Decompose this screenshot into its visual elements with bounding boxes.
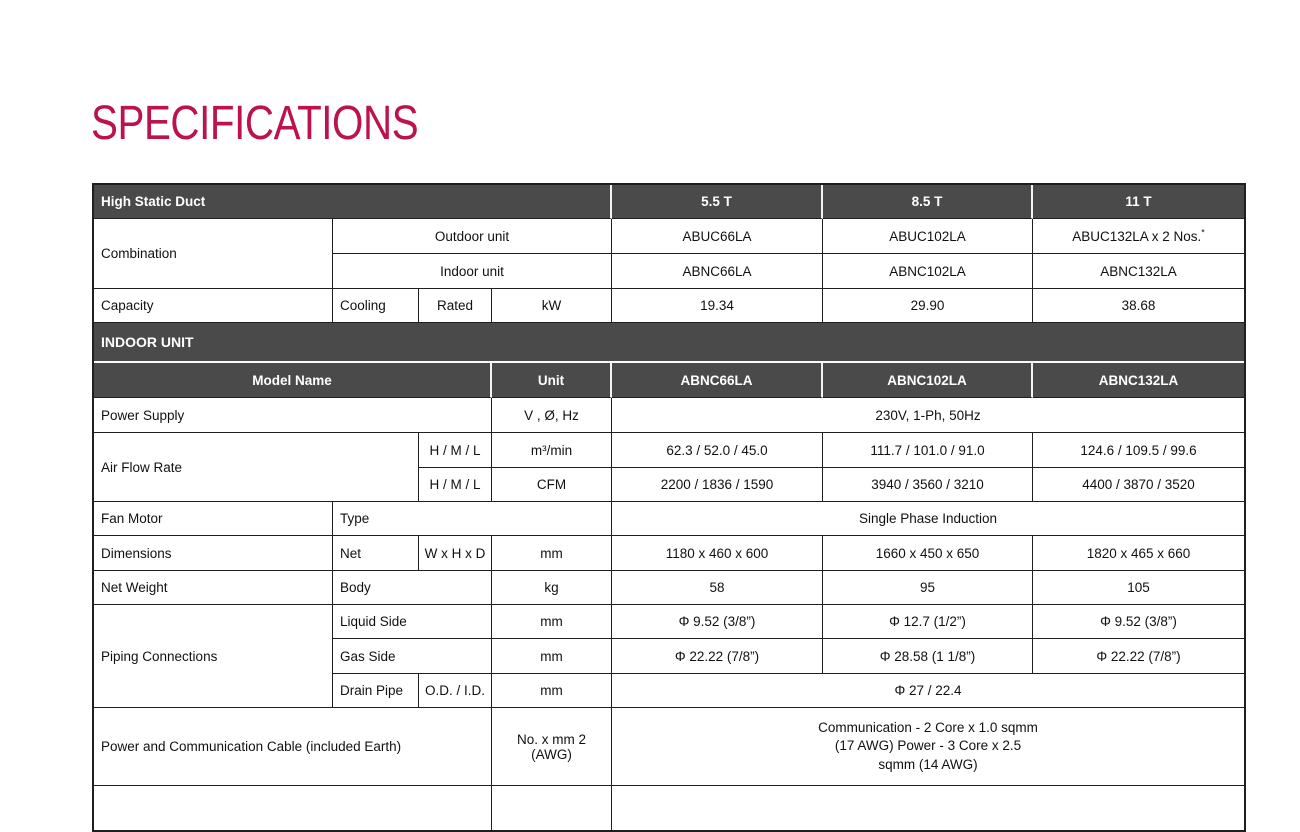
- piping-gas-5-5t: Φ 22.22 (7/8”): [612, 639, 823, 674]
- row-label-air-flow-rate: Air Flow Rate: [94, 433, 419, 502]
- capacity-value-8-5t: 29.90: [823, 289, 1033, 323]
- header-capacity-5-5t: 5.5 T: [612, 185, 823, 219]
- net-weight-sub: Body: [333, 571, 492, 605]
- power-supply-unit: V , Ø, Hz: [492, 398, 612, 433]
- dimensions-8-5t: 1660 x 450 x 650: [823, 536, 1033, 571]
- piping-liquid-sub: Liquid Side: [333, 605, 492, 639]
- air-flow-m3-5-5t: 62.3 / 52.0 / 45.0: [612, 433, 823, 468]
- piping-gas-sub: Gas Side: [333, 639, 492, 674]
- combination-outdoor-label: Outdoor unit: [333, 219, 612, 254]
- air-flow-m3-8-5t: 111.7 / 101.0 / 91.0: [823, 433, 1033, 468]
- capacity-unit: kW: [492, 289, 612, 323]
- cable-value: [612, 708, 1244, 786]
- dimensions-unit: mm: [492, 536, 612, 571]
- fan-motor-value: Single Phase Induction: [612, 502, 1244, 536]
- combination-indoor-label: Indoor unit: [333, 254, 612, 289]
- cable-value-line-2: (17 AWG) Power - 3 Core x 2.5: [834, 738, 1022, 754]
- specifications-table: [92, 183, 1246, 832]
- air-flow-cfm-8-5t: 3940 / 3560 / 3210: [823, 468, 1033, 502]
- cable-unit: No. x mm 2 (AWG): [492, 708, 612, 786]
- indoor-model-11t: ABNC132LA: [1033, 254, 1244, 289]
- page-title: SPECIFICATIONS: [91, 97, 419, 150]
- piping-liquid-unit: mm: [492, 605, 612, 639]
- piping-liquid-8-5t: Φ 12.7 (1/2”): [823, 605, 1033, 639]
- model-name-header: Model Name: [94, 363, 492, 398]
- net-weight-8-5t: 95: [823, 571, 1033, 605]
- row-label-net-weight: Net Weight: [94, 571, 333, 605]
- air-flow-cfm-sub: H / M / L: [419, 468, 492, 502]
- capacity-mode: Cooling: [333, 289, 419, 323]
- dimensions-11t: 1820 x 465 x 660: [1033, 536, 1244, 571]
- net-weight-5-5t: 58: [612, 571, 823, 605]
- dimensions-row: [94, 536, 1244, 571]
- model-header-abnc102la: ABNC102LA: [823, 363, 1033, 398]
- piping-gas-8-5t: Φ 28.58 (1 1/8”): [823, 639, 1033, 674]
- piping-drain-sub: Drain Pipe: [333, 674, 419, 708]
- piping-drain-unit: mm: [492, 674, 612, 708]
- footnote-asterisk: *: [1201, 227, 1205, 237]
- model-header-abnc132la: ABNC132LA: [1033, 363, 1244, 398]
- unit-column-header: Unit: [492, 363, 612, 398]
- air-flow-m3-sub: H / M / L: [419, 433, 492, 468]
- row-label-cable: Power and Communication Cable (included Earth): [94, 708, 492, 786]
- dimensions-5-5t: 1180 x 460 x 600: [612, 536, 823, 571]
- model-name-header-row: [94, 363, 1244, 398]
- piping-liquid-11t: Φ 9.52 (3/8”): [1033, 605, 1244, 639]
- piping-liquid-row: [94, 605, 1244, 639]
- net-weight-row: [94, 571, 1244, 605]
- fan-motor-sub: Type: [333, 502, 612, 536]
- row-label-dimensions: Dimensions: [94, 536, 333, 571]
- row-label-combination: Combination: [94, 219, 333, 289]
- power-supply-row: [94, 398, 1244, 433]
- capacity-value-5-5t: 19.34: [612, 289, 823, 323]
- piping-gas-11t: Φ 22.22 (7/8”): [1033, 639, 1244, 674]
- row-label-capacity: Capacity: [94, 289, 333, 323]
- air-flow-cfm-11t: 4400 / 3870 / 3520: [1033, 468, 1244, 502]
- piping-drain-value: Φ 27 / 22.4: [612, 674, 1244, 708]
- cable-row: [94, 708, 1244, 786]
- row-label-power-supply: Power Supply: [94, 398, 492, 433]
- section-title-indoor-unit: INDOOR UNIT: [94, 323, 1244, 363]
- piping-liquid-5-5t: Φ 9.52 (3/8”): [612, 605, 823, 639]
- truncated-label-cell: [94, 786, 492, 830]
- header-capacity-11t: 11 T: [1033, 185, 1244, 219]
- row-label-piping-connections: Piping Connections: [94, 605, 333, 708]
- header-product-type: High Static Duct: [94, 185, 612, 219]
- capacity-row: [94, 289, 1244, 323]
- air-flow-m3-unit: m³/min: [492, 433, 612, 468]
- table-header-row: [94, 185, 1244, 219]
- capacity-value-11t: 38.68: [1033, 289, 1244, 323]
- dimensions-sub2: W x H x D: [419, 536, 492, 571]
- header-capacity-8-5t: 8.5 T: [823, 185, 1033, 219]
- indoor-unit-section-row: [94, 323, 1244, 363]
- cable-value-line-1: Communication - 2 Core x 1.0 sqmm: [818, 720, 1038, 736]
- air-flow-cfm-unit: CFM: [492, 468, 612, 502]
- air-flow-cfm-5-5t: 2200 / 1836 / 1590: [612, 468, 823, 502]
- power-supply-value: 230V, 1-Ph, 50Hz: [612, 398, 1244, 433]
- truncated-row: [94, 786, 1244, 830]
- fan-motor-row: [94, 502, 1244, 536]
- cable-value-line-3: sqmm (14 AWG): [878, 756, 978, 772]
- truncated-unit-cell: [492, 786, 612, 830]
- model-header-abnc66la: ABNC66LA: [612, 363, 823, 398]
- combination-outdoor-row: [94, 219, 1244, 254]
- outdoor-model-8-5t: ABUC102LA: [823, 219, 1033, 254]
- truncated-value-cell: [612, 786, 1244, 830]
- indoor-model-5-5t: ABNC66LA: [612, 254, 823, 289]
- air-flow-m3-11t: 124.6 / 109.5 / 99.6: [1033, 433, 1244, 468]
- row-label-fan-motor: Fan Motor: [94, 502, 333, 536]
- piping-drain-sub2: O.D. / I.D.: [419, 674, 492, 708]
- dimensions-sub: Net: [333, 536, 419, 571]
- outdoor-model-11t: ABUC132LA x 2 Nos.*: [1033, 219, 1244, 254]
- net-weight-unit: kg: [492, 571, 612, 605]
- capacity-condition: Rated: [419, 289, 492, 323]
- outdoor-model-5-5t: ABUC66LA: [612, 219, 823, 254]
- net-weight-11t: 105: [1033, 571, 1244, 605]
- air-flow-m3-row: [94, 433, 1244, 468]
- piping-gas-unit: mm: [492, 639, 612, 674]
- indoor-model-8-5t: ABNC102LA: [823, 254, 1033, 289]
